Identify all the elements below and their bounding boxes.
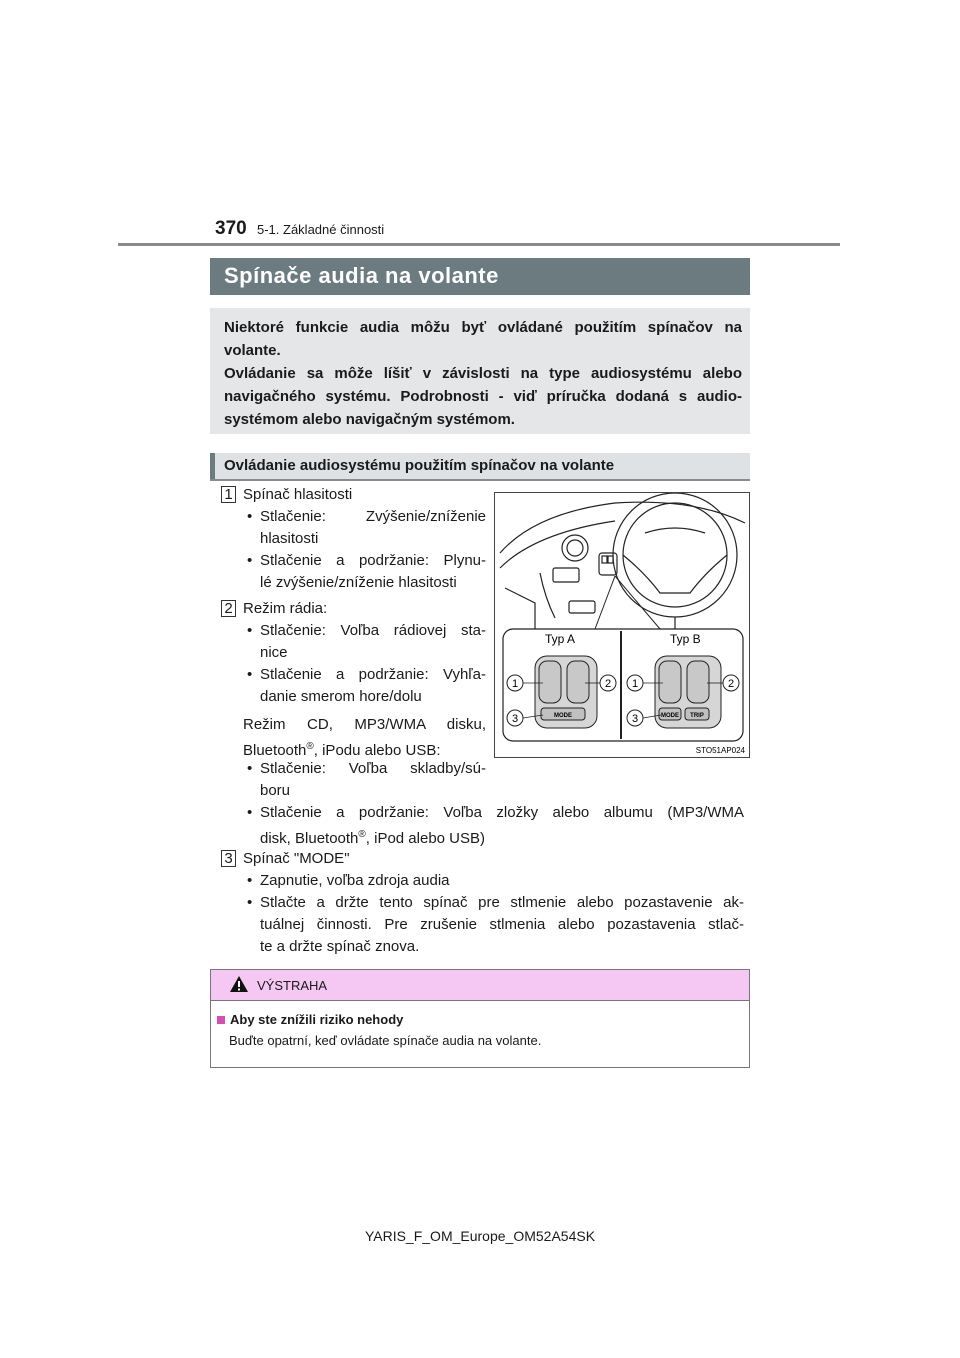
section-label: 5-1. Základné činnosti (257, 222, 385, 237)
steering-wheel-illustration (495, 493, 750, 758)
item-3-bullet-1-line-1: Zapnutie, voľba zdroja audia (260, 872, 450, 889)
item-3-bullet-2-line-1: Stlačte a držte tento spínač pre stlmenie alebo pozastavenie ak- (260, 894, 744, 911)
title-bar (210, 258, 750, 295)
bullet: • (247, 894, 253, 911)
subheading: Ovládanie audiosystému použitím spínačov na volante (224, 457, 615, 474)
item-3-bullet-2-line-3: te a držte spínač znova. (260, 938, 420, 955)
item-1-bullet-1-line-2: hlasitosti (260, 530, 319, 547)
footer-code: YARIS_F_OM_Europe_OM52A54SK (364, 1228, 596, 1244)
item-2-title: Režim rádia: (243, 600, 328, 617)
item-1-bullet-2-line-1: Stlačenie a podržanie: Plynu- (260, 552, 486, 569)
callout-3-a: 3 (511, 713, 519, 725)
item-1-title: Spínač hlasitosti (243, 486, 353, 503)
warning-box (210, 969, 750, 1068)
item-3-bullet-2-line-2: tuálnej činnosti. Pre zrušenie stlmenia alebo pozastavenia stlač- (260, 916, 744, 933)
warning-header (211, 970, 749, 1001)
bullet: • (247, 552, 253, 569)
item-2-number: 2 (221, 600, 236, 617)
warning-subheading: Aby ste znížili riziko nehody (217, 1012, 403, 1027)
square-bullet-icon (217, 1016, 225, 1024)
type-b-label: Typ B (670, 632, 701, 646)
header-rule (118, 243, 840, 246)
mode-label: MODE (554, 713, 572, 719)
leader-line (595, 576, 615, 629)
bullet: • (247, 622, 253, 639)
item-2-bullet-2-line-2: danie smerom hore/dolu (260, 688, 422, 705)
item-1-number: 1 (221, 486, 236, 503)
item-2-bullet-3-line-1: Stlačenie: Voľba skladby/sú- (260, 760, 486, 777)
item-2-cd-mode-line-2: Bluetooth®, iPodu alebo USB: (243, 741, 441, 759)
item-2-bullet-4-line-2: disk, Bluetooth®, iPod alebo USB) (260, 829, 486, 847)
intro-paragraph-2: Ovládanie sa môže líšiť v závislosti na type audiosystému alebo navigačného systému. Podrobnosti - viď príručka dodaná s audio-systémom alebo navigačným systémom. (224, 365, 742, 428)
item-2-bullet-3-line-2: boru (260, 782, 291, 799)
page-number: 370 (215, 218, 247, 239)
callout-2-b: 2 (727, 678, 735, 690)
item-1-bullet-1-line-1: Stlačenie: Zvýšenie/zníženie (260, 508, 486, 525)
bullet: • (247, 804, 253, 821)
figure-code: STO51AP024 (695, 746, 745, 755)
registered-mark: ® (306, 741, 314, 752)
warning-body: Buďte opatrní, keď ovládate spínače audia na volante. (229, 1033, 542, 1048)
page-title: Spínače audia na volante (224, 263, 499, 288)
subheading-accent (210, 453, 215, 479)
intro-paragraph-1: Niektoré funkcie audia môžu byť ovládané použitím spínačov na volante. (224, 319, 742, 359)
callout-3-b: 3 (631, 713, 639, 725)
type-a-label: Typ A (545, 632, 576, 646)
item-3-title: Spínač "MODE" (243, 850, 350, 867)
steering-wheel-icon (500, 493, 745, 633)
bullet: • (247, 760, 253, 777)
registered-mark: ® (358, 829, 366, 840)
bullet: • (247, 508, 253, 525)
bullet: • (247, 872, 253, 889)
item-2-bullet-1-line-1: Stlačenie: Voľba rádiovej sta- (260, 622, 486, 639)
steering-wheel-figure (494, 492, 750, 758)
item-2-bullet-4-line-1: Stlačenie a podržanie: Voľba zložky alebo albumu (MP3/WMA (260, 804, 744, 821)
intro-box (210, 308, 750, 434)
callout-1-b: 1 (631, 678, 639, 690)
callout-2-a: 2 (604, 678, 612, 690)
subheading-bar (210, 453, 750, 481)
item-2-bullet-1-line-2: nice (260, 644, 288, 661)
warning-heading: VÝSTRAHA (257, 978, 328, 993)
item-1-bullet-2-line-2: lé zvýšenie/zníženie hlasitosti (260, 574, 457, 591)
callout-1-a: 1 (511, 678, 519, 690)
bullet: • (247, 666, 253, 683)
warning-triangle-icon (229, 975, 249, 993)
trip-label: TRIP (690, 713, 704, 719)
item-3-number: 3 (221, 850, 236, 867)
mode-label-b: MODE (661, 713, 679, 719)
item-2-cd-mode-line-1: Režim CD, MP3/WMA disku, (243, 716, 486, 733)
item-2-bullet-2-line-1: Stlačenie a podržanie: Vyhľa- (260, 666, 486, 683)
